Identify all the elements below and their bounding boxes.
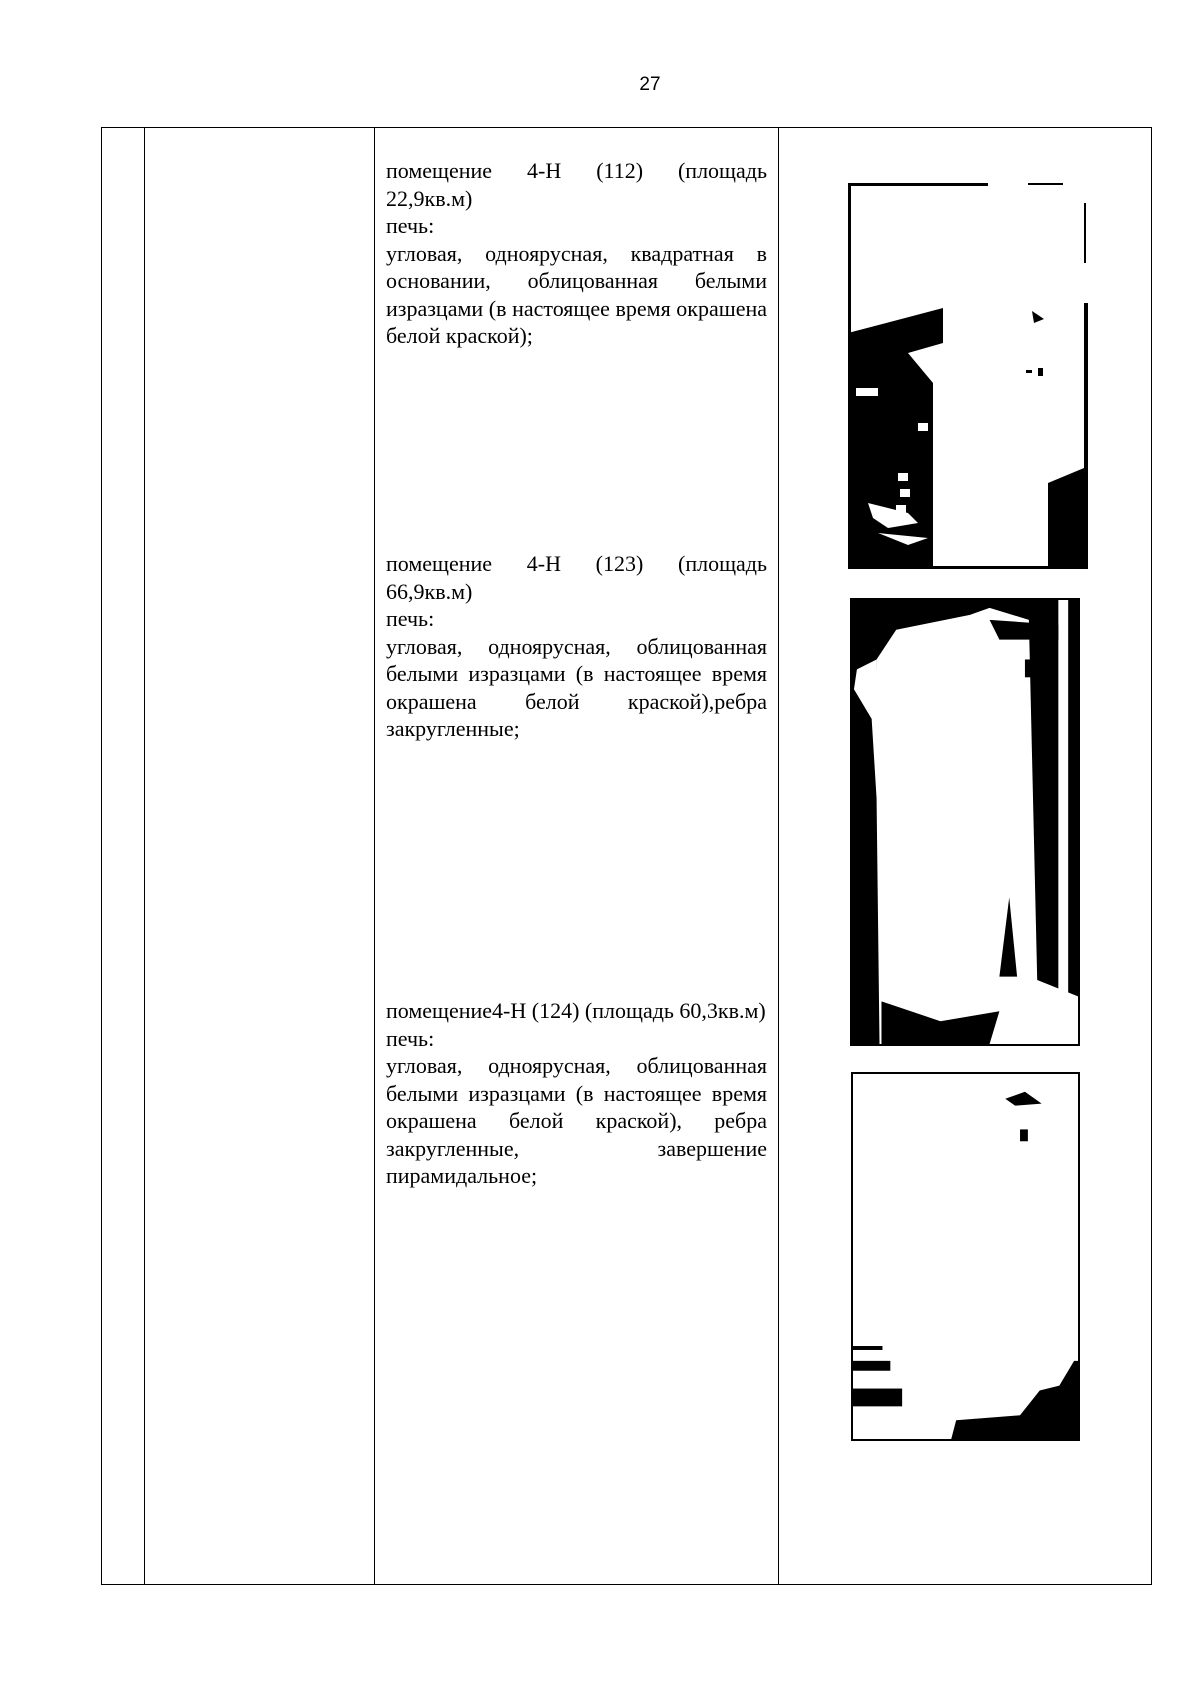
column-divider-2 bbox=[374, 128, 375, 1584]
item-description: угловая, одноярусная, квадратная в основании, облицованная белыми изразцами (в настоящее время окрашена белой краской); bbox=[386, 240, 767, 348]
room-entry-123 bbox=[386, 550, 767, 743]
room-entry-112 bbox=[386, 157, 767, 350]
stove-photo-124 bbox=[851, 1072, 1080, 1441]
item-label: печь: bbox=[386, 1025, 435, 1051]
room-title: помещение 4-Н (123) (площадь 66,9кв.м) bbox=[386, 551, 767, 604]
item-description: угловая, одноярусная, облицованная белыми изразцами (в настоящее время окрашена белой краской), ребра закругленные, завершение пирамидальное; bbox=[386, 1053, 767, 1188]
item-label: печь: bbox=[386, 606, 435, 631]
room-title: помещение 4-Н (112) (площадь 22,9кв.м) bbox=[386, 158, 767, 211]
column-divider-3 bbox=[778, 128, 779, 1584]
column-divider-1 bbox=[144, 128, 145, 1584]
stove-photo-112 bbox=[848, 183, 1088, 569]
room-title: помещение4-Н (124) (площадь 60,3кв.м) bbox=[386, 998, 766, 1023]
item-description: угловая, одноярусная, облицованная белыми изразцами (в настоящее время окрашена белой краской),ребра закругленные; bbox=[386, 633, 767, 741]
page-number: 27 bbox=[639, 74, 661, 95]
stove-photo-123 bbox=[850, 598, 1080, 1046]
room-entry-124 bbox=[386, 997, 767, 1190]
item-label: печь: bbox=[386, 213, 435, 238]
